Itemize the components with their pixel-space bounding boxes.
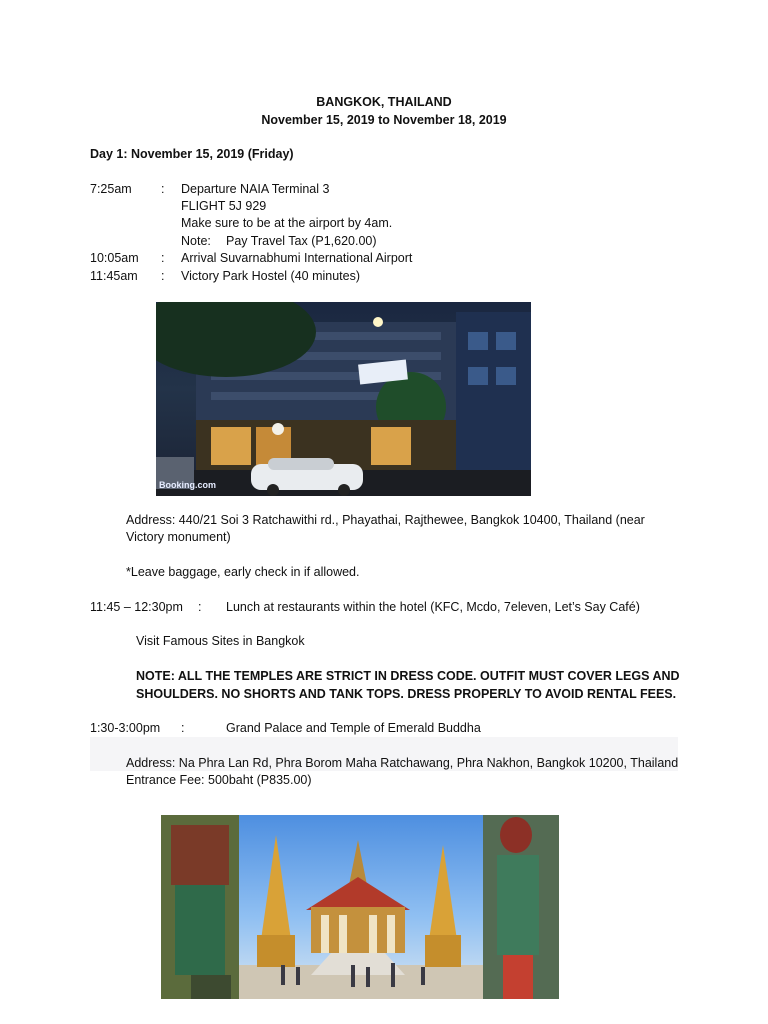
palace-line: Grand Palace and Temple of Emerald Buddha	[226, 721, 481, 735]
arrival-line: Arrival Suvarnabhumi International Airport	[181, 251, 413, 265]
departure-line: Departure NAIA Terminal 3	[181, 182, 330, 196]
time-hostel: 11:45am	[90, 269, 138, 283]
time-palace: 1:30-3:00pm	[90, 721, 161, 735]
dress-code-line2: SHOULDERS. NO SHORTS AND TANK TOPS. DRESS PROPERLY TO AVOID RENTAL FEES.	[136, 687, 677, 701]
hostel-line: Victory Park Hostel (40 minutes)	[181, 269, 360, 283]
lunch-line: Lunch at restaurants within the hotel (KFC, Mcdo, 7eleven, Let’s Say Café)	[226, 600, 640, 614]
baggage-note: *Leave baggage, early check in if allowed.	[126, 565, 360, 579]
flight-line: FLIGHT 5J 929	[181, 199, 267, 213]
dress-code-line1: NOTE: ALL THE TEMPLES ARE STRICT IN DRESS CODE. OUTFIT MUST COVER LEGS AND	[136, 669, 680, 683]
note-label: Note:	[181, 234, 211, 248]
travel-tax-note: Pay Travel Tax (P1,620.00)	[226, 234, 377, 248]
temple-photo	[161, 815, 559, 999]
visit-heading: Visit Famous Sites in Bangkok	[136, 634, 305, 648]
time-departure: 7:25am	[90, 182, 132, 196]
separator: :	[198, 600, 202, 614]
day-heading: Day 1: November 15, 2019 (Friday)	[90, 147, 294, 161]
hostel-address-line2: Victory monument)	[126, 530, 231, 544]
time-lunch: 11:45 – 12:30pm	[90, 600, 183, 614]
palace-address: Address: Na Phra Lan Rd, Phra Borom Maha Ratchawang, Phra Nakhon, Bangkok 10200, Thailand	[126, 756, 679, 770]
separator: :	[161, 251, 165, 265]
document-dates: November 15, 2019 to November 18, 2019	[261, 113, 507, 127]
document-title: BANGKOK, THAILAND	[316, 95, 452, 109]
airport-reminder: Make sure to be at the airport by 4am.	[181, 216, 393, 230]
separator: :	[181, 721, 185, 735]
hostel-photo	[156, 302, 531, 496]
entrance-fee: Entrance Fee: 500baht (P835.00)	[126, 773, 312, 787]
separator: :	[161, 182, 165, 196]
separator: :	[161, 269, 165, 283]
booking-watermark: Booking.com	[159, 480, 217, 490]
hostel-address-line1: Address: 440/21 Soi 3 Ratchawithi rd., Phayathai, Rajthewee, Bangkok 10400, Thailand (near	[126, 513, 645, 527]
time-arrival: 10:05am	[90, 251, 139, 265]
